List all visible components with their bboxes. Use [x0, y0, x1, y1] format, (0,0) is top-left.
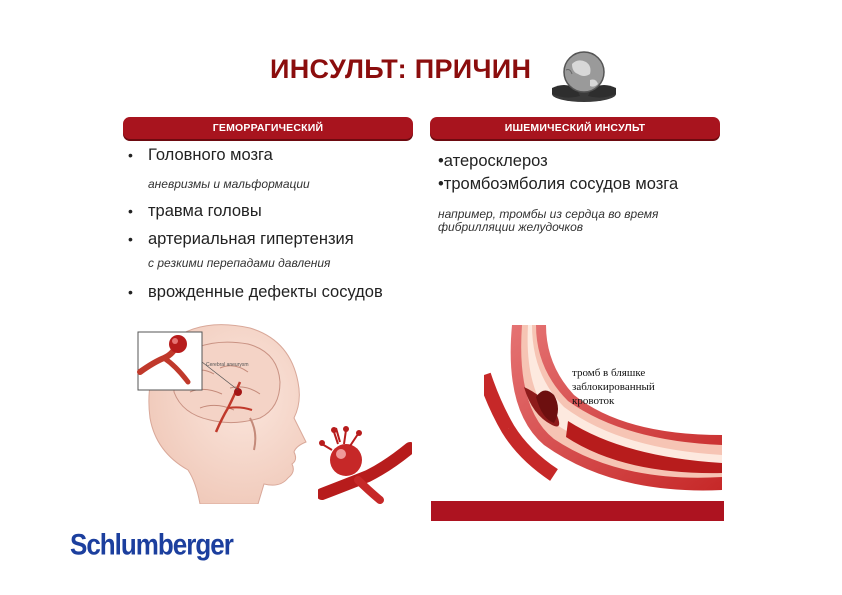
left-list-item: • Головного мозга: [128, 146, 273, 164]
left-list-item: • врожденные дефекты сосудов: [128, 283, 383, 301]
left-item-note: аневризмы и мальформации: [148, 177, 310, 191]
right-list-item: •атеросклероз: [438, 152, 548, 170]
ischemic-header: ИШЕМИЧЕСКИЙ ИНСУЛЬТ: [430, 117, 720, 139]
brain-aneurysm-illustration: [130, 322, 310, 504]
aneurysm-closeup-illustration: [318, 424, 412, 504]
company-logo: Schlumberger: [70, 526, 233, 562]
blocked-artery-illustration: [484, 325, 722, 500]
thrombus-annotation: тромб в бляшке заблокированный кровоток: [572, 367, 655, 407]
slide-title: ИНСУЛЬТ: ПРИЧИН: [270, 54, 532, 84]
image-caption: Cerebral aneurysm: [206, 362, 249, 368]
left-item-note: с резкими перепадами давления: [148, 256, 331, 270]
left-list-item: • артериальная гипертензия: [128, 230, 354, 248]
right-list-item: •тромбоэмболия сосудов мозга: [438, 175, 679, 193]
right-note: например, тромбы из сердца во время фибрилляции желудочков: [438, 207, 659, 234]
left-list-item: • травма головы: [128, 202, 262, 220]
globe-in-hands-icon: [550, 44, 618, 104]
hemorrhagic-header: ГЕМОРРАГИЧЕСКИЙ: [123, 117, 413, 139]
footer-red-bar: [431, 501, 724, 521]
